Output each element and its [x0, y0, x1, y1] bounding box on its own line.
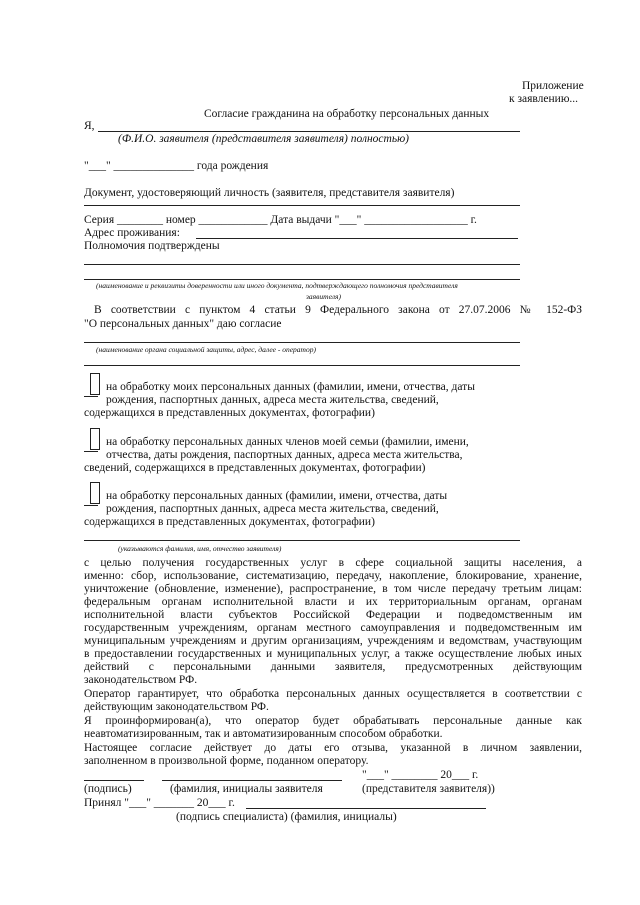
body-line: федеральным органам исполнительной власти и их территориальным органам, органам	[84, 596, 582, 608]
signature-line	[84, 780, 144, 781]
body-line: муниципальным учреждениям и другим организациям, учреждениям и ведомствам, участвующим	[84, 635, 582, 647]
id-document-label: Документ, удостоверяющий личность (заявителя, представителя заявителя)	[84, 187, 455, 199]
body-line: государственным учреждениям, органам местного самоуправления и подведомственным им	[84, 622, 582, 634]
representative-caption: (представителя заявителя))	[362, 783, 495, 795]
consent-checkbox-own-data[interactable]	[90, 373, 100, 395]
powers-caption: (наименование и реквизиты доверенности или иного документа, подтверждающего полномочия представителя	[96, 281, 458, 290]
option-family-line1: на обработку персональных данных членов моей семьи (фамилии, имени,	[106, 436, 469, 448]
option-represented-line2: рождения, паспортных данных, адреса места жительства, сведений,	[106, 503, 439, 515]
fio-line	[98, 131, 520, 132]
guarantee-line: Оператор гарантирует, что обработка персональных данных осуществляется в соответствии с	[84, 688, 582, 700]
consent-checkbox-family-data[interactable]	[90, 428, 100, 450]
body-line: уничтожение (обновление, изменение), распространение, в том числе передачу третьим лицам:	[84, 583, 582, 595]
option-represented-line3: содержащихся в представленных документах, фотографии)	[84, 516, 375, 528]
option-family-tick	[84, 451, 98, 452]
fio-caption: (Ф.И.О. заявителя (представителя заявителя) полностью)	[118, 133, 410, 145]
operator-line	[84, 342, 520, 343]
option-own-line1: на обработку моих персональных данных (фамилии, имени, отчества, даты	[106, 381, 475, 393]
applicant-name-caption: (фамилия, инициалы заявителя	[170, 783, 323, 795]
operator-caption: (наименование органа социальной защиты, адрес, далее - оператор)	[96, 345, 316, 354]
option-represented-tick	[84, 505, 98, 506]
applicant-name-line	[162, 780, 342, 781]
names-caption: (указываются фамилия, имя, отчество заявителя)	[118, 544, 282, 553]
body-line: с целью получения государственных услуг в сфере социальной защиты населения, а	[84, 557, 582, 569]
names-line	[84, 540, 520, 541]
ya-label: Я,	[84, 120, 95, 132]
guarantee-line-last: действующим законодательством РФ.	[84, 701, 269, 713]
option-family-line3: сведений, содержащихся в представленных документах, фотографии)	[84, 462, 426, 474]
option-own-tick	[84, 396, 98, 397]
operator-line-2	[84, 365, 520, 366]
body-line: именно: сбор, использование, систематизацию, передачу, накопление, блокирование, хранение,	[84, 570, 582, 582]
powers-line-1	[84, 264, 520, 265]
powers-label: Полномочия подтверждены	[84, 240, 220, 252]
informed-line-last: неавтоматизированным, так и автоматизированным способом обработки.	[84, 728, 443, 740]
specialist-caption: (подпись специалиста) (фамилия, инициалы)	[176, 811, 397, 823]
specialist-signature-line	[246, 808, 486, 809]
document-title: Согласие гражданина на обработку персональных данных	[204, 108, 490, 120]
body-line: исполнительной власти субъектов Российской Федерации и подведомственным им	[84, 609, 582, 621]
body-line: в предоставлении государственных и муниципальных услуг, а также осуществление любых иных	[84, 648, 582, 660]
appendix-reference: к заявлению...	[509, 93, 579, 105]
body-line-last: законодательством РФ.	[84, 674, 198, 686]
birth-date-field: "___" ______________ года рождения	[84, 160, 269, 172]
powers-caption-cont: заявителя)	[306, 292, 341, 301]
series-number-line: Серия ________ номер ____________ Дата выдачи "___" __________________ г.	[84, 214, 477, 226]
option-family-line2: отчества, даты рождения, паспортных данных, адреса места жительства,	[106, 449, 463, 461]
law-reference-line: В соответствии с пунктом 4 статьи 9 Федерального закона от 27.07.2006 № 152-ФЗ	[94, 304, 582, 316]
law-reference-cont: "О персональных данных" даю согласие	[84, 318, 282, 330]
appendix-label: Приложение	[522, 80, 584, 92]
informed-line: Я проинформирован(а), что оператор будет обрабатывать персональные данные как	[84, 715, 582, 727]
powers-line-2	[84, 279, 520, 280]
validity-line-last: заполненном в произвольной форме, поданном оператору.	[84, 755, 369, 767]
address-line	[196, 238, 518, 239]
consent-checkbox-represented-data[interactable]	[90, 482, 100, 504]
body-line: действий с персональными данными заявителя, предусмотренных действующим	[84, 661, 582, 673]
option-represented-line1: на обработку персональных данных (фамилии, имени, отчества, даты	[106, 490, 448, 502]
accepted-by-line: Принял "___" _______ 20___ г.	[84, 797, 235, 809]
id-document-line	[84, 205, 520, 206]
option-own-line2: рождения, паспортных данных, адреса места жительства, сведений,	[106, 394, 439, 406]
validity-line: Настоящее согласие действует до даты его отзыва, указанной в личном заявлении,	[84, 742, 582, 754]
signature-date: "___" ________ 20___ г.	[362, 769, 479, 781]
address-label: Адрес проживания:	[84, 227, 180, 239]
option-own-line3: содержащихся в представленных документах, фотографии)	[84, 407, 375, 419]
signature-caption: (подпись)	[84, 783, 132, 795]
